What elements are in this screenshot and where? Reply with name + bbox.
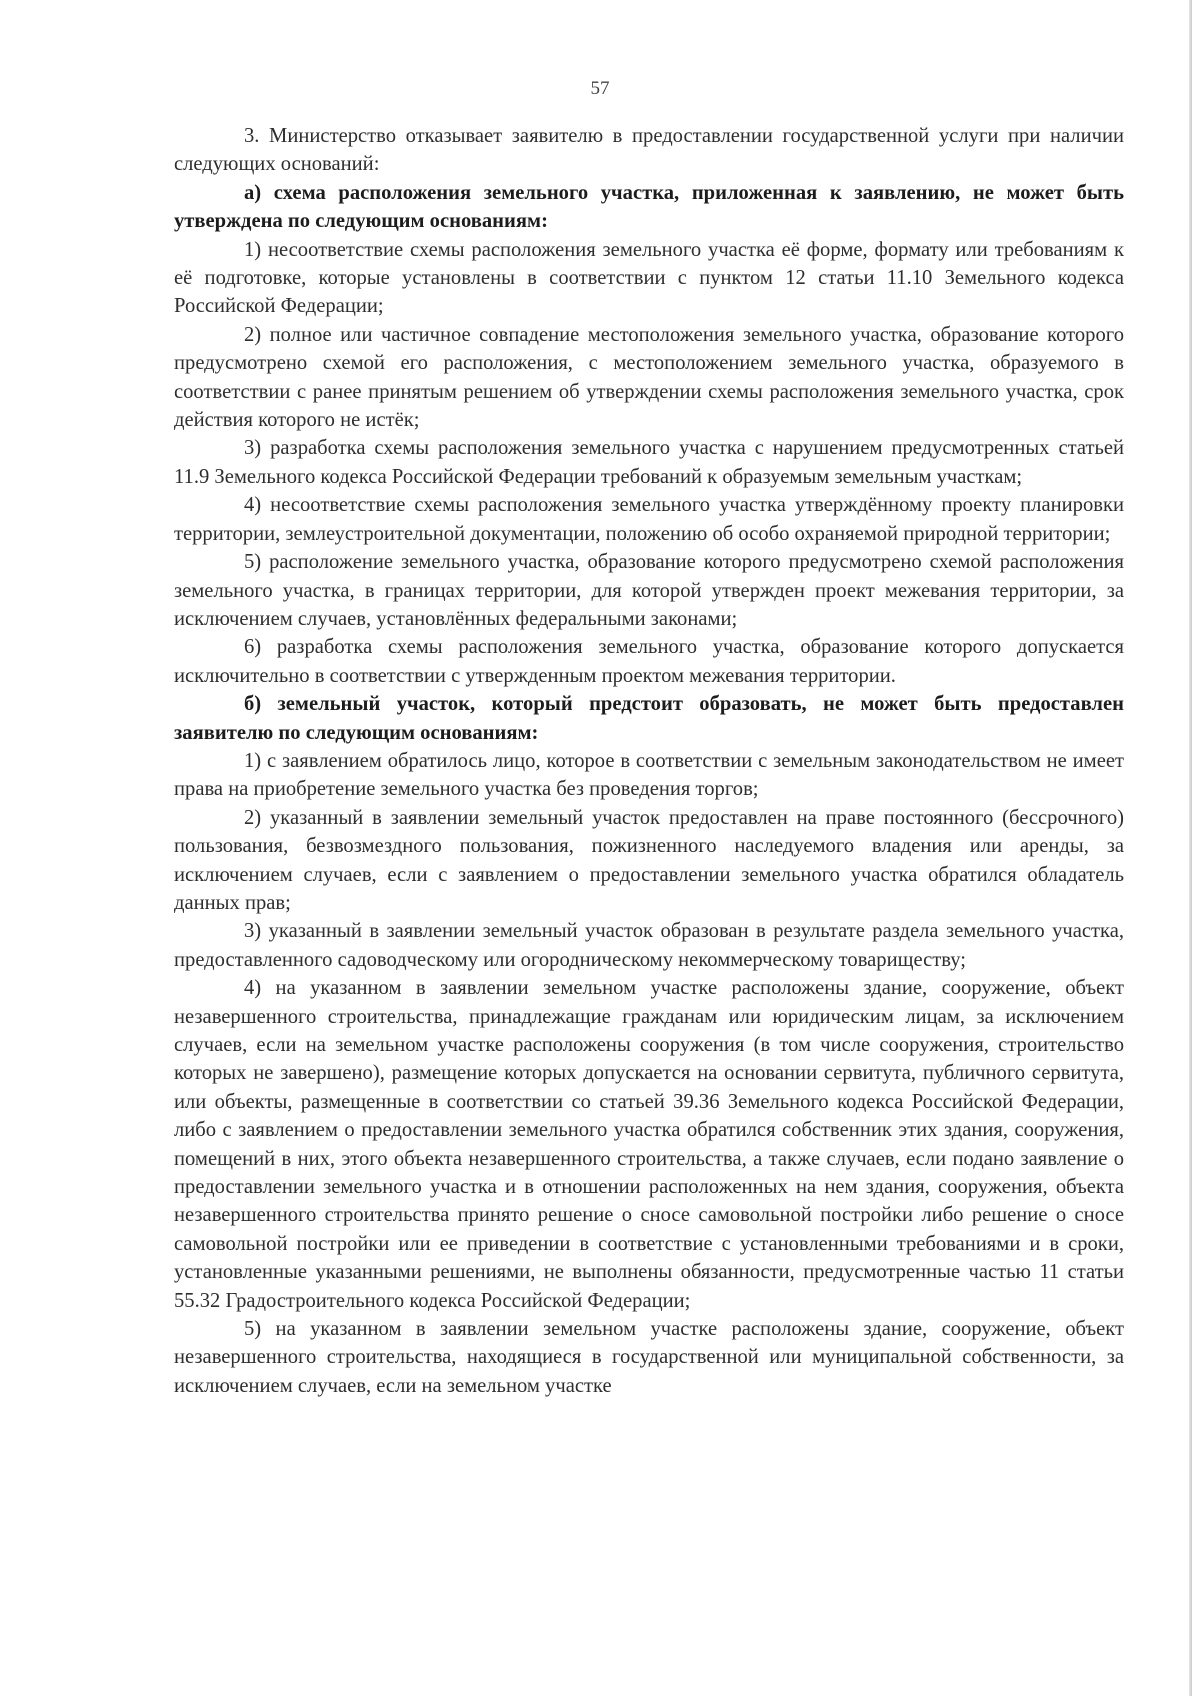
page-edge bbox=[1189, 0, 1192, 1696]
paragraph: 4) несоответствие схемы расположения земельного участка утверждённому проекту планировки территории, землеустроительной документации, положению об особо охраняемой природной территории; bbox=[174, 494, 1124, 545]
paragraph: б) земельный участок, который предстоит образовать, не может быть предоставлен заявителю по следующим основаниям: bbox=[174, 693, 1124, 744]
paragraph: а) схема расположения земельного участка, приложенная к заявлению, не может быть утверждена по следующим основаниям: bbox=[174, 181, 1124, 233]
paragraph: 3) разработка схемы расположения земельного участка с нарушением предусмотренных статьей 11.9 Земельного кодекса Российской Федерации требований к образуемым земельным участкам; bbox=[174, 437, 1124, 488]
paragraph: 2) указанный в заявлении земельный участок предоставлен на праве постоянного (бессрочного) пользования, безвозмездного пользования, пожизненного наследуемого владения или аренды, за исключением случаев, если с заявлением о предоставлении земельного участка обратился обладатель данных прав; bbox=[174, 806, 1124, 914]
paragraph: 1) с заявлением обратилось лицо, которое в соответствии с земельным законодательством не имеет права на приобретение земельного участка без проведения торгов; bbox=[174, 749, 1124, 801]
paragraph: 3) указанный в заявлении земельный участок образован в результате раздела земельного участка, предоставленного садоводческому или огородническому некоммерческому товариществу; bbox=[174, 920, 1124, 971]
paragraph: 4) на указанном в заявлении земельном участке расположены здание, сооружение, объект незавершенного строительства, принадлежащие гражданам или юридическим лицам, за исключением случаев, если на земельном участке расположены сооружения (в том числе сооружения, строительство которых не завершено), размещение которых допускается на основании сервитута, публичного сервитута, или объекты, размещенные в соответствии со статьей 39.36 Земельного кодекса Российской Федерации, либо с заявлением о предоставлении земельного участка обратился собственник этих здания, сооружения, помещений в них, этого объекта незавершенного строительства, а также случаев, если подано заявление о предоставлении земельного участка и в отношении расположенных на нем здания, сооружения, объекта незавершенного строительства принято решение о сносе самовольной постройки либо решение о сносе самовольной постройки или ее приведении в соответствие с установленными требованиями и в сроки, установленные указанными решениями, не выполнены обязанности, предусмотренные частью 11 статьи 55.32 Градостроительного кодекса Российской Федерации; bbox=[174, 977, 1124, 1312]
document-body bbox=[174, 122, 1124, 1400]
page-number: 57 bbox=[590, 78, 610, 99]
paragraph: 2) полное или частичное совпадение местоположения земельного участка, образование которого предусмотрено схемой его расположения, с местоположением земельного участка, образуемого в соответствии с ранее принятым решением об утверждении схемы расположения земельного участка, срок действия которого не истёк; bbox=[174, 323, 1124, 432]
paragraph: 5) на указанном в заявлении земельном участке расположены здание, сооружение, объект незавершенного строительства, находящиеся в государственной или муниципальной собственности, за исключением случаев, если на земельном участке bbox=[174, 1318, 1124, 1397]
paragraph: 1) несоответствие схемы расположения земельного участка её форме, формату или требованиям к её подготовке, которые установлены в соответствии с пунктом 12 статьи 11.10 Земельного кодекса Российской Федерации; bbox=[174, 238, 1124, 318]
paragraph: 3. Министерство отказывает заявителю в предоставлении государственной услуги при наличии следующих оснований: bbox=[174, 125, 1124, 176]
paragraph: 6) разработка схемы расположения земельного участка, образование которого допускается исключительно в соответствии с утвержденным проектом межевания территории. bbox=[174, 636, 1124, 687]
paragraph: 5) расположение земельного участка, образование которого предусмотрено схемой расположения земельного участка, в границах территории, для которой утвержден проект межевания территории, за исключением случаев, установлённых федеральными законами; bbox=[174, 551, 1124, 630]
